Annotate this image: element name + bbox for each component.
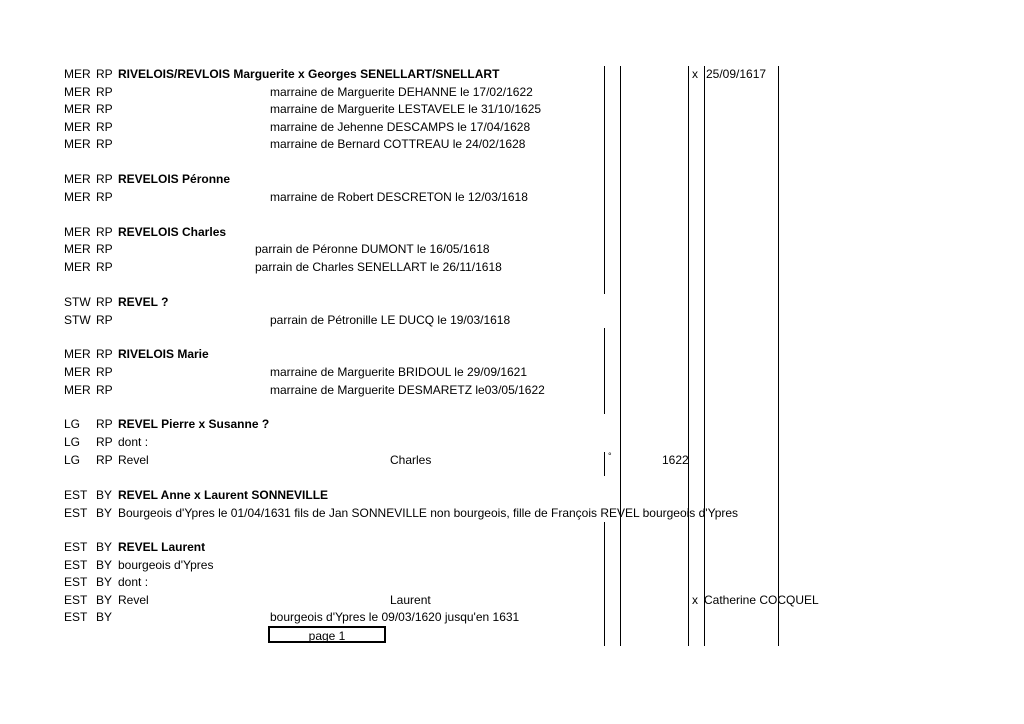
parish-code: LG (64, 453, 81, 467)
source-code: RP (96, 347, 113, 361)
parish-code: EST (64, 575, 88, 589)
source-code: RP (96, 137, 113, 151)
person-heading: RIVELOIS/REVLOIS Marguerite x Georges SENELLART/SNELLART (118, 67, 500, 81)
parish-code: LG (64, 417, 81, 431)
source-code: BY (96, 540, 113, 554)
parish-code: MER (64, 67, 91, 81)
record-row (0, 346, 1024, 363)
record-text: marraine de Jehenne DESCAMPS le 17/04/1628 (270, 120, 531, 134)
source-code: RP (96, 383, 113, 397)
person-heading: REVELOIS Péronne (118, 172, 231, 186)
person-heading: REVELOIS Charles (118, 225, 227, 239)
parish-code: MER (64, 137, 91, 151)
spouse-name: Catherine COCQUEL (704, 593, 819, 607)
record-text: marraine de Marguerite DESMARETZ le03/05/1622 (270, 383, 545, 397)
record-row (0, 101, 1024, 118)
record-row (0, 66, 1024, 83)
parish-code: MER (64, 383, 91, 397)
parish-code: MER (64, 242, 91, 256)
record-row (0, 487, 1024, 504)
record-row (0, 382, 1024, 399)
person-heading: REVEL Anne x Laurent SONNEVILLE (118, 488, 329, 502)
source-code: RP (96, 102, 113, 116)
record-row (0, 434, 1024, 451)
record-text: parrain de Pétronille LE DUCQ le 19/03/1618 (270, 313, 511, 327)
person-heading: REVEL ? (118, 295, 169, 309)
parish-code: EST (64, 558, 88, 572)
family-name: Revel (118, 453, 149, 467)
parish-code: MER (64, 347, 91, 361)
source-code: RP (96, 67, 113, 81)
source-code: BY (96, 506, 113, 520)
record-row (0, 505, 1024, 522)
marriage-date: 25/09/1617 (706, 67, 767, 81)
child-name: Laurent (390, 593, 431, 607)
parish-code: LG (64, 435, 81, 449)
parish-code: MER (64, 190, 91, 204)
source-code: RP (96, 225, 113, 239)
record-text: bourgeois d'Ypres (118, 558, 214, 572)
person-heading: RIVELOIS Marie (118, 347, 209, 361)
parish-code: MER (64, 172, 91, 186)
record-row (0, 452, 1024, 469)
source-code: RP (96, 313, 113, 327)
record-text: parrain de Péronne DUMONT le 16/05/1618 (255, 242, 490, 256)
source-code: BY (96, 593, 113, 607)
marriage-mark: x (692, 593, 698, 607)
record-text: parrain de Charles SENELLART le 26/11/1618 (255, 260, 502, 274)
parish-code: EST (64, 540, 88, 554)
parish-code: EST (64, 488, 88, 502)
family-name: Revel (118, 593, 149, 607)
source-code: RP (96, 85, 113, 99)
record-text: marraine de Marguerite BRIDOUL le 29/09/1621 (270, 365, 528, 379)
parish-code: EST (64, 506, 88, 520)
source-code: BY (96, 558, 113, 572)
source-code: BY (96, 488, 113, 502)
record-row (0, 224, 1024, 241)
record-text: dont : (118, 575, 149, 589)
parish-code: MER (64, 120, 91, 134)
page-number-box: page 1 (268, 626, 386, 643)
record-row (0, 189, 1024, 206)
source-code: RP (96, 453, 113, 467)
parish-code: EST (64, 593, 88, 607)
parish-code: STW (64, 313, 91, 327)
record-text: bourgeois d'Ypres le 09/03/1620 jusqu'en 1631 (270, 610, 520, 624)
record-row (0, 574, 1024, 591)
person-heading: REVEL Laurent (118, 540, 206, 554)
record-row (0, 557, 1024, 574)
person-heading: REVEL Pierre x Susanne ? (118, 417, 270, 431)
birth-year: 1622 (662, 453, 689, 467)
child-name: Charles (390, 453, 432, 467)
record-text: marraine de Marguerite DEHANNE le 17/02/1622 (270, 85, 533, 99)
record-row (0, 364, 1024, 381)
source-code: RP (96, 365, 113, 379)
record-row (0, 84, 1024, 101)
source-code: BY (96, 610, 113, 624)
record-row (0, 294, 1024, 311)
parish-code: MER (64, 260, 91, 274)
source-code: RP (96, 172, 113, 186)
record-text: marraine de Marguerite LESTAVELE le 31/10/1625 (270, 102, 542, 116)
record-row (0, 312, 1024, 329)
source-code: RP (96, 120, 113, 134)
record-text: Bourgeois d'Ypres le 01/04/1631 fils de Jan SONNEVILLE non bourgeois, fille de François REVEL bourgeois d'Ypres (118, 506, 739, 520)
source-code: RP (96, 242, 113, 256)
record-row (0, 136, 1024, 153)
source-code: RP (96, 190, 113, 204)
parish-code: STW (64, 295, 91, 309)
source-code: RP (96, 417, 113, 431)
record-row (0, 609, 1024, 626)
record-row (0, 539, 1024, 556)
record-row (0, 416, 1024, 433)
record-text: marraine de Robert DESCRETON le 12/03/1618 (270, 190, 528, 204)
source-code: RP (96, 260, 113, 274)
record-row (0, 171, 1024, 188)
source-code: RP (96, 295, 113, 309)
record-row (0, 592, 1024, 609)
record-row (0, 241, 1024, 258)
parish-code: MER (64, 102, 91, 116)
parish-code: MER (64, 85, 91, 99)
record-row (0, 119, 1024, 136)
parish-code: MER (64, 365, 91, 379)
record-text: dont : (118, 435, 149, 449)
marriage-mark: x (692, 67, 698, 81)
parish-code: MER (64, 225, 91, 239)
record-text: marraine de Bernard COTTREAU le 24/02/1628 (270, 137, 526, 151)
record-row (0, 259, 1024, 276)
source-code: RP (96, 435, 113, 449)
birth-mark: ° (608, 451, 612, 461)
parish-code: EST (64, 610, 88, 624)
source-code: BY (96, 575, 113, 589)
